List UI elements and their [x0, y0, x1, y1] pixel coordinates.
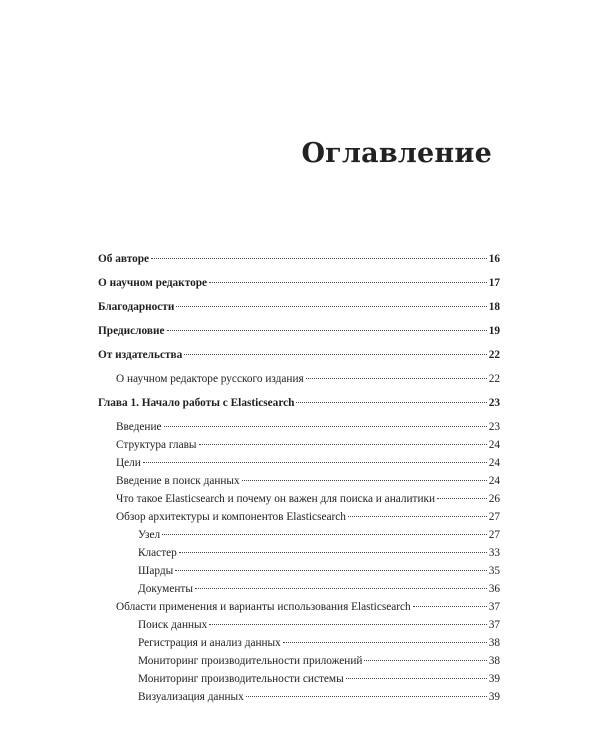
toc-entry: [98, 526, 500, 544]
toc-entry-label: Мониторинг производительности приложений: [138, 655, 363, 667]
dot-leader: [162, 534, 487, 535]
toc-entry-page: 16: [488, 253, 500, 265]
toc-entry-label: Введение в поиск данных: [116, 475, 240, 487]
toc-entry-label: Введение: [116, 421, 162, 433]
table-of-contents: [98, 250, 500, 706]
dot-leader: [179, 552, 487, 553]
toc-entry-label: Цели: [116, 457, 141, 469]
toc-entry-label: Регистрация и анализ данных: [138, 637, 281, 649]
toc-entry: [98, 490, 500, 508]
toc-entry: [98, 562, 500, 580]
toc-entry-page: 26: [488, 493, 500, 505]
toc-entry-page: 17: [488, 277, 500, 289]
toc-entry-page: 23: [488, 397, 500, 409]
dot-leader: [143, 462, 487, 463]
toc-entry: [98, 346, 500, 364]
dot-leader: [346, 678, 487, 679]
toc-entry-label: Поиск данных: [138, 619, 208, 631]
toc-entry-label: Мониторинг производительности системы: [138, 673, 344, 685]
dot-leader: [413, 606, 487, 607]
dot-leader: [199, 444, 487, 445]
toc-entry-page: 24: [488, 439, 500, 451]
dot-leader: [175, 570, 486, 571]
dot-leader: [364, 660, 486, 661]
toc-entry-label: Структура главы: [116, 439, 197, 451]
toc-entry-label: Благодарности: [98, 301, 175, 313]
dot-leader: [184, 354, 486, 355]
dot-leader: [209, 624, 486, 625]
toc-entry-label: Предисловие: [98, 325, 165, 337]
toc-entry: [98, 454, 500, 472]
toc-entry-label: Глава 1. Начало работы с Elasticsearch: [98, 397, 295, 409]
toc-entry-page: 22: [488, 349, 500, 361]
toc-entry: [98, 598, 500, 616]
dot-leader: [246, 696, 487, 697]
toc-entry: [98, 508, 500, 526]
toc-entry: [98, 634, 500, 652]
toc-entry-page: 39: [488, 673, 500, 685]
toc-entry-page: 35: [488, 565, 500, 577]
toc-entry: [98, 472, 500, 490]
toc-entry: [98, 394, 500, 412]
toc-entry-page: 36: [488, 583, 500, 595]
dot-leader: [348, 516, 487, 517]
toc-entry-page: 19: [488, 325, 500, 337]
toc-entry: [98, 436, 500, 454]
toc-entry: [98, 580, 500, 598]
toc-entry-label: Визуализация данных: [138, 691, 244, 703]
toc-entry-label: Об авторе: [98, 253, 150, 265]
toc-entry: [98, 418, 500, 436]
toc-entry-page: 27: [488, 511, 500, 523]
toc-entry-page: 18: [488, 301, 500, 313]
toc-entry: [98, 250, 500, 268]
toc-entry-label: Обзор архитектуры и компонентов Elasticsearch: [116, 511, 346, 523]
toc-entry-label: О научном редакторе: [98, 277, 208, 289]
toc-entry-label: Шарды: [138, 565, 174, 577]
dot-leader: [306, 378, 487, 379]
toc-entry-label: Документы: [138, 583, 193, 595]
toc-entry: [98, 670, 500, 688]
dot-leader: [151, 258, 487, 259]
dot-leader: [296, 402, 486, 403]
toc-entry-page: 39: [488, 691, 500, 703]
dot-leader: [167, 330, 487, 331]
toc-entry-page: 23: [488, 421, 500, 433]
dot-leader: [283, 642, 487, 643]
toc-entry-page: 37: [488, 619, 500, 631]
page-title: Оглавление: [301, 138, 492, 169]
toc-entry: [98, 652, 500, 670]
toc-entry-label: От издательства: [98, 349, 183, 361]
toc-entry: [98, 298, 500, 316]
dot-leader: [209, 282, 487, 283]
dot-leader: [437, 498, 487, 499]
toc-entry-label: Области применения и варианты использования Elasticsearch: [116, 601, 411, 613]
toc-entry: [98, 616, 500, 634]
toc-entry-label: Кластер: [138, 547, 177, 559]
toc-entry: [98, 274, 500, 292]
toc-entry-label: О научном редакторе русского издания: [116, 373, 304, 385]
toc-entry-label: Узел: [138, 529, 161, 541]
dot-leader: [164, 426, 487, 427]
toc-entry-page: 38: [488, 655, 500, 667]
dot-leader: [195, 588, 487, 589]
toc-entry-page: 24: [488, 475, 500, 487]
toc-entry-page: 27: [488, 529, 500, 541]
toc-entry-page: 24: [488, 457, 500, 469]
toc-entry: [98, 370, 500, 388]
toc-entry-page: 33: [488, 547, 500, 559]
toc-entry-page: 38: [488, 637, 500, 649]
toc-entry: [98, 544, 500, 562]
dot-leader: [176, 306, 486, 307]
toc-entry: [98, 322, 500, 340]
dot-leader: [242, 480, 487, 481]
toc-entry-label: Что такое Elasticsearch и почему он важен для поиска и аналитики: [116, 493, 436, 505]
toc-entry-page: 37: [488, 601, 500, 613]
toc-entry: [98, 688, 500, 706]
toc-entry-page: 22: [488, 373, 500, 385]
